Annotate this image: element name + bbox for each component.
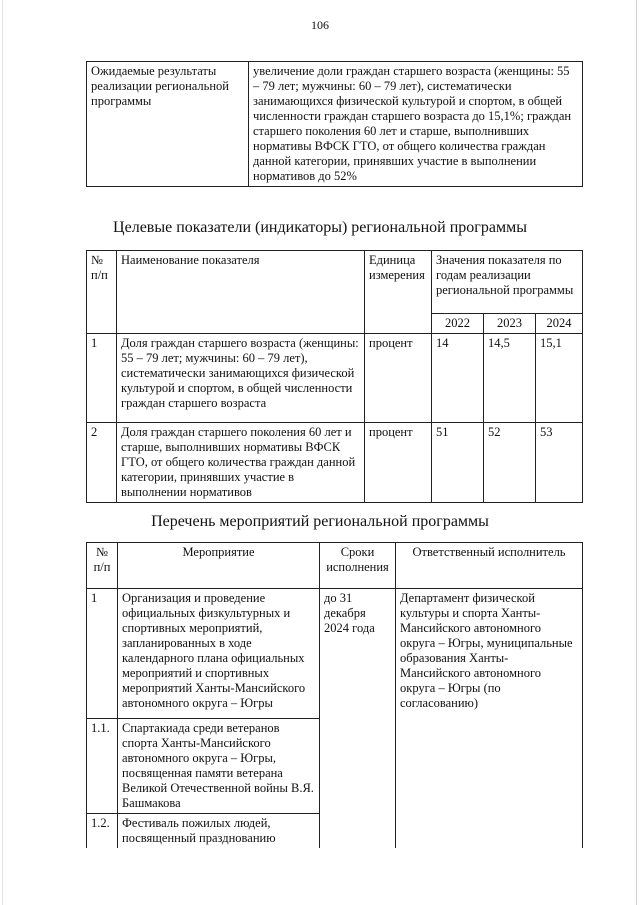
row-value: 15,1 [536, 334, 583, 423]
scan-edge-left [2, 0, 3, 905]
header-num: № п/п [87, 543, 118, 589]
header-year: 2024 [536, 314, 583, 334]
table-row [87, 589, 583, 719]
row-name: Доля граждан старшего возраста (женщины: 55 – 79 лет; мужчины: 60 – 79 лет), систематически занимающихся физической культурой и спортом, в общей численности граждан старшего возраста [117, 334, 365, 423]
row-value: 14 [432, 334, 484, 423]
table-row [87, 423, 583, 503]
header-values: Значения показателя по годам реализации региональной программы [432, 251, 583, 314]
indicators-heading: Целевые показатели (индикаторы) региональной программы [113, 219, 527, 236]
results-table [86, 61, 583, 187]
row-event: Спартакиада среди ветеранов спорта Ханты-Мансийского автономного округа – Югры, посвященная памяти ветерана Великой Отечественной войны В.Я. Башмакова [118, 719, 320, 814]
header-year: 2022 [432, 314, 484, 334]
indicators-table [86, 250, 583, 503]
row-num: 2 [87, 423, 117, 503]
events-table [86, 542, 583, 848]
header-name: Наименование показателя [117, 251, 365, 334]
row-responsible: Департамент физической культуры и спорта Ханты-Мансийского автономного округа – Югры, муниципальные образования Ханты-Мансийского автономного округа – Югры (по согласованию) [396, 589, 583, 849]
row-unit: процент [365, 423, 432, 503]
table-row [87, 62, 583, 187]
row-unit: процент [365, 334, 432, 423]
row-value: 51 [432, 423, 484, 503]
row-value: 53 [536, 423, 583, 503]
header-term: Сроки исполнения [320, 543, 396, 589]
row-term: до 31 декабря 2024 года [320, 589, 396, 849]
table-row [87, 334, 583, 423]
results-text: увеличение доли граждан старшего возраста (женщины: 55 – 79 лет; мужчины: 60 – 79 лет), систематически занимающихся физической культурой и спортом, в общей численности граждан старшего возраста до 15,1%; граждан старшего поколения 60 лет и старше, выполнивших нормативы ВФСК ГТО, от общего количества граждан данной категории, принявших участие в выполнении нормативов до 52% [249, 62, 583, 187]
page-number: 106 [311, 18, 329, 32]
results-label: Ожидаемые результаты реализации региональной программы [87, 62, 249, 187]
row-num: 1 [87, 589, 118, 719]
header-num: № п/п [87, 251, 117, 334]
row-value: 14,5 [484, 334, 536, 423]
row-num: 1 [87, 334, 117, 423]
table-row [87, 543, 583, 589]
row-value: 52 [484, 423, 536, 503]
header-year: 2023 [484, 314, 536, 334]
row-event: Организация и проведение официальных физкультурных и спортивных мероприятий, запланированных в ходе календарного плана официальных мероприятий и спортивных мероприятий Ханты-Мансийского автономного округа – Югры [118, 589, 320, 719]
row-name: Доля граждан старшего поколения 60 лет и старше, выполнивших нормативы ВФСК ГТО, от общего количества граждан данной категории, принявших участие в выполнении нормативов [117, 423, 365, 503]
header-unit: Единица измерения [365, 251, 432, 334]
header-event: Мероприятие [118, 543, 320, 589]
row-num: 1.2. [87, 814, 118, 849]
row-event: Фестиваль пожилых людей, посвященный празднованию [118, 814, 320, 849]
header-responsible: Ответственный исполнитель [396, 543, 583, 589]
table-row [87, 251, 583, 314]
row-num: 1.1. [87, 719, 118, 814]
scan-edge-right [636, 0, 637, 905]
events-heading: Перечень мероприятий региональной программы [151, 513, 489, 530]
